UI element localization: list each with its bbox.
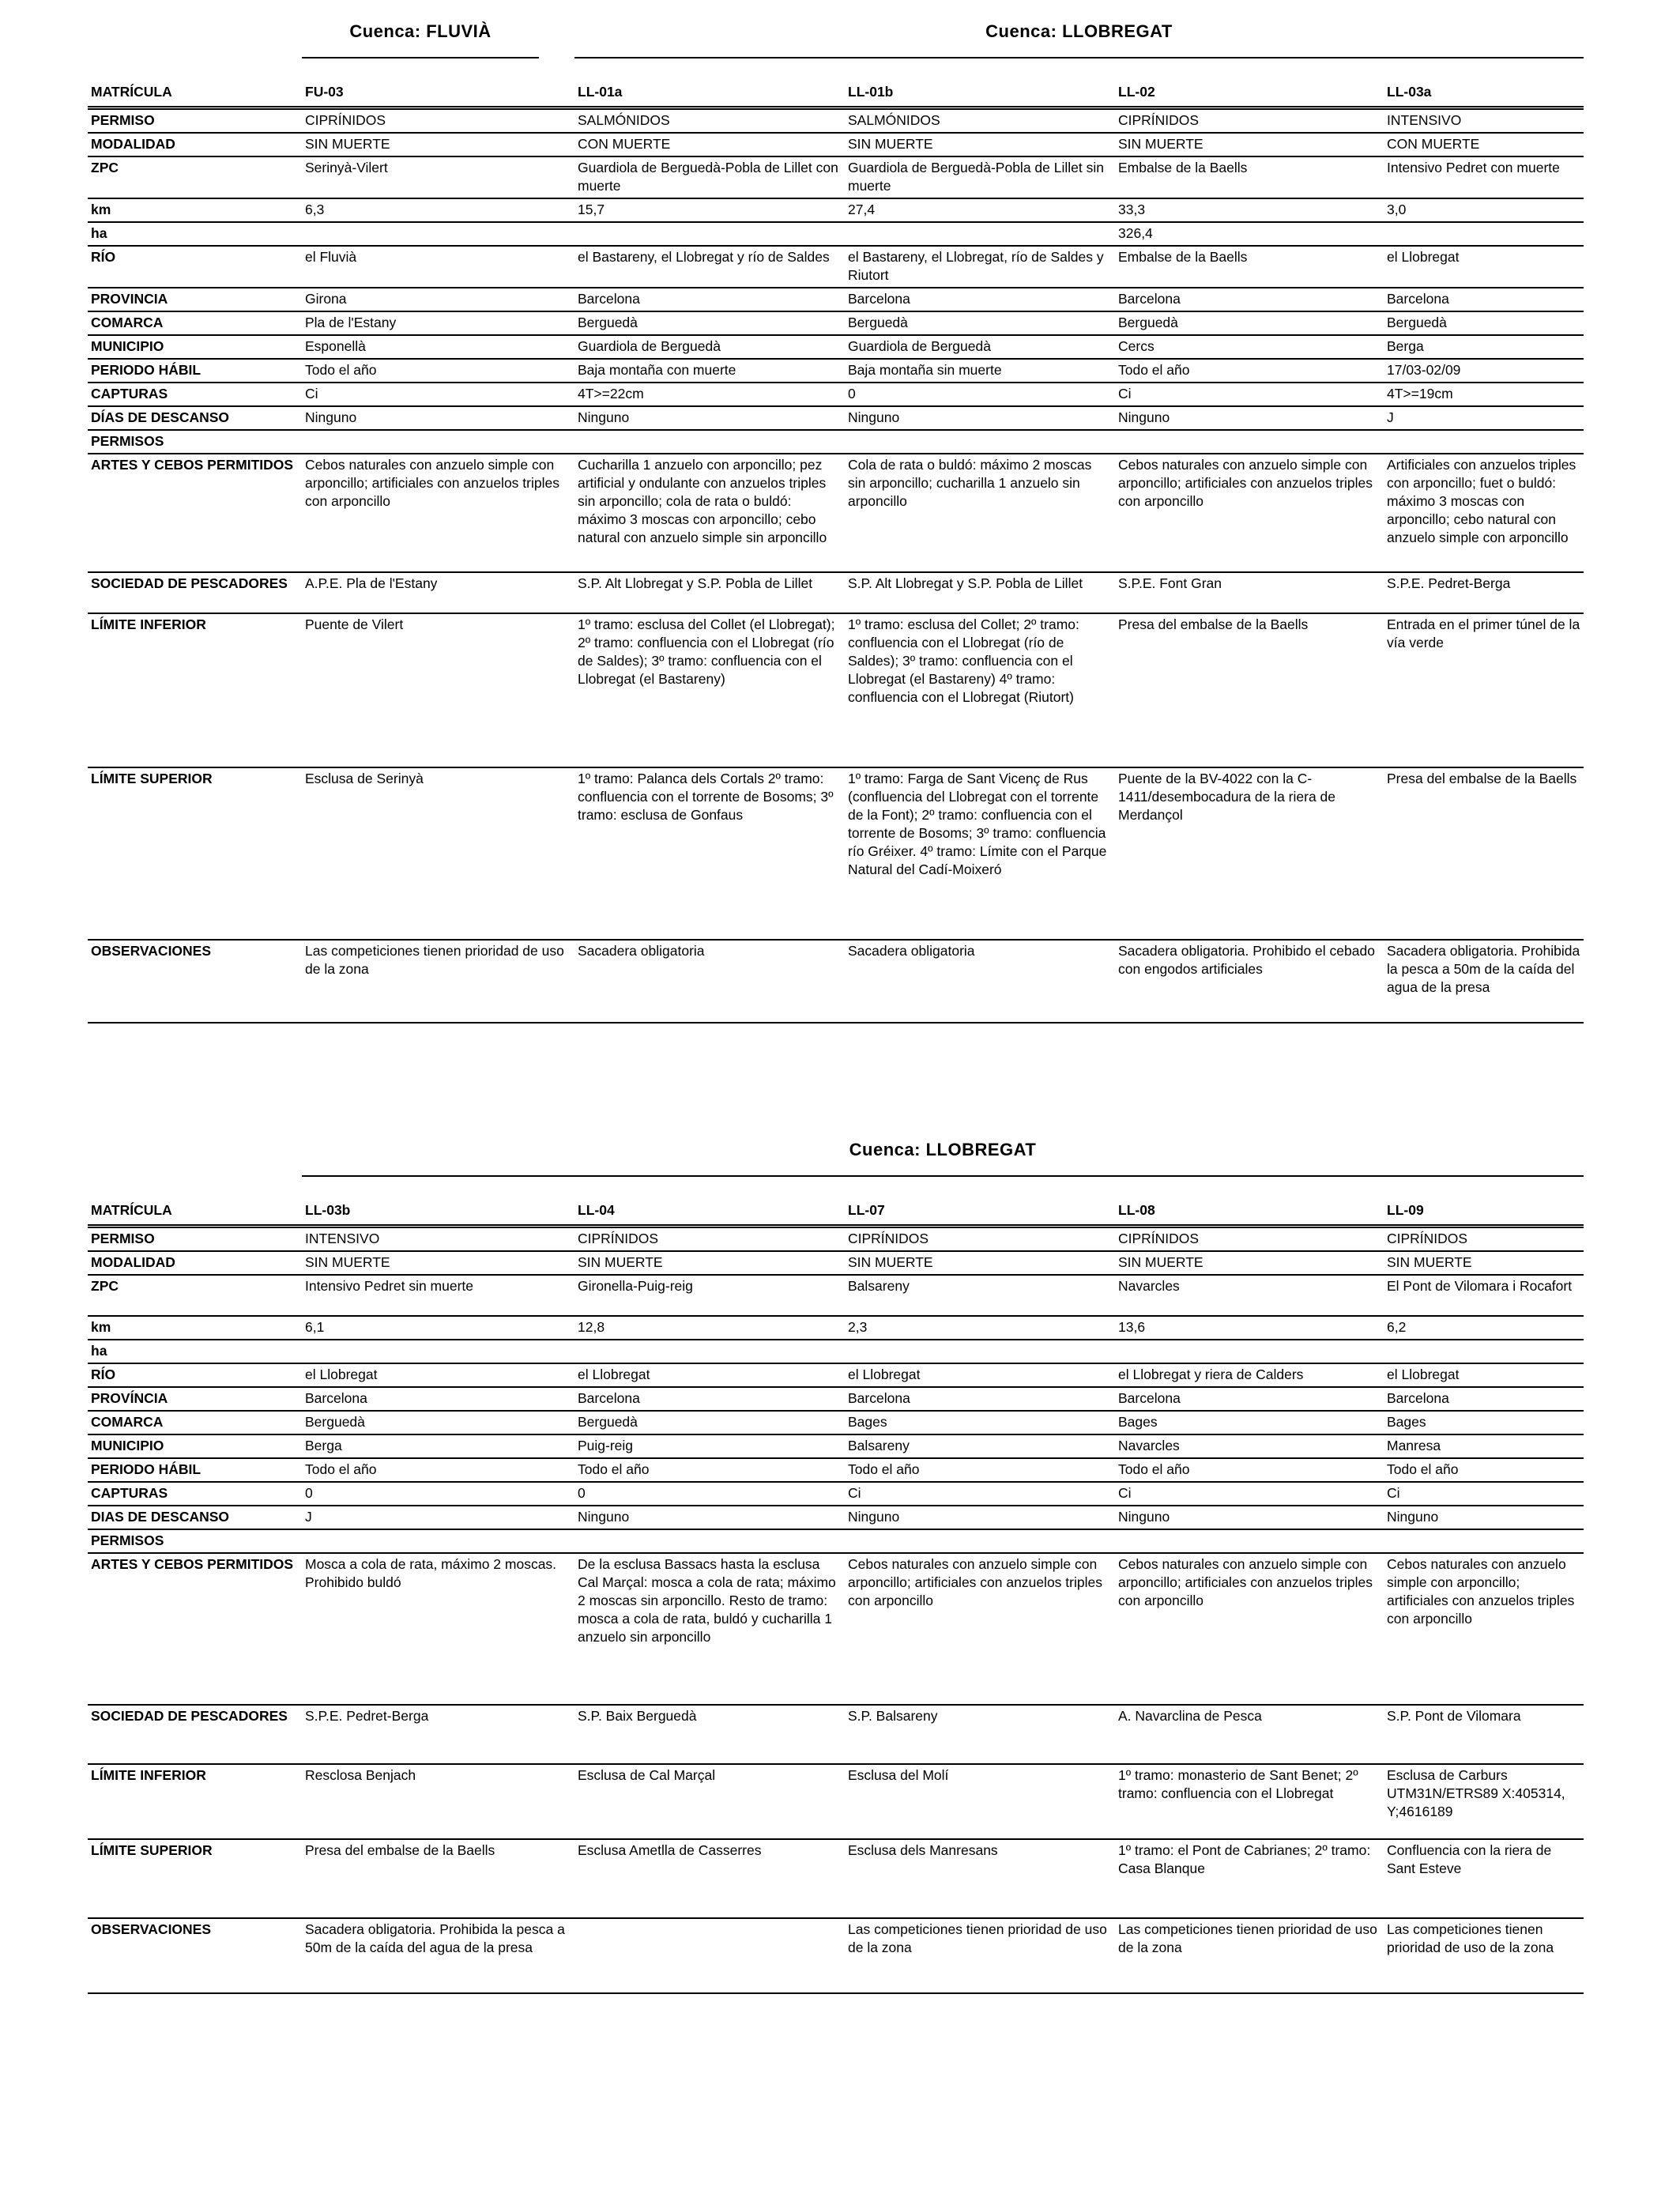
- table-cell: 1º tramo: monasterio de Sant Benet; 2º tramo: confluencia con el Llobregat: [1115, 1764, 1384, 1839]
- table-cell: el Llobregat: [1384, 1363, 1584, 1387]
- row-label: LÍMITE INFERIOR: [88, 1764, 302, 1839]
- table-cell: Puente de la BV-4022 con la C-1411/desembocadura de la riera de Merdançol: [1115, 767, 1384, 940]
- table-cell: Cercs: [1115, 335, 1384, 359]
- table-cell: Berguedà: [574, 311, 845, 335]
- column-code: LL-07: [845, 1185, 1115, 1227]
- table-row: [88, 222, 1584, 246]
- table-cell: [1384, 1340, 1584, 1363]
- table-cell: 13,6: [1115, 1316, 1384, 1340]
- table-row: [88, 1764, 1584, 1839]
- table-row: [88, 335, 1584, 359]
- row-label: PERMISO: [88, 108, 302, 134]
- table-cell: Todo el año: [302, 1458, 574, 1482]
- table-cell: Resclosa Benjach: [302, 1764, 574, 1839]
- table-cell: 1º tramo: Farga de Sant Vicenç de Rus (confluencia del Llobregat con el torrente de la Font); 2º tramo: confluencia con el torrente de Bosoms; 3º tramo: confluencia río Gréixer. 4º tramo: Límite con el Parque Natural del Cadí-Moixeró: [845, 767, 1115, 940]
- table-cell: S.P. Pont de Vilomara: [1384, 1705, 1584, 1764]
- table-cell: [1115, 430, 1384, 454]
- table-cell: 1º tramo: esclusa del Collet; 2º tramo: confluencia con el Llobregat (río de Saldes); 3º tramo: confluencia con el Llobregat (el Bastareny) 4º tramo: confluencia con el Llobregat (Riutort): [845, 613, 1115, 767]
- row-label: DIAS DE DESCANSO: [88, 1506, 302, 1529]
- table-cell: Ninguno: [574, 406, 845, 430]
- row-label: ZPC: [88, 1275, 302, 1316]
- table-cell: CIPRÍNIDOS: [1384, 1227, 1584, 1252]
- row-label: CAPTURAS: [88, 383, 302, 406]
- table-cell: INTENSIVO: [1384, 108, 1584, 134]
- row-label: CAPTURAS: [88, 1482, 302, 1506]
- row-label: km: [88, 198, 302, 222]
- table-cell: Ninguno: [1115, 1506, 1384, 1529]
- table-cell: SIN MUERTE: [845, 133, 1115, 156]
- row-label: PERIODO HÁBIL: [88, 1458, 302, 1482]
- table-cell: S.P. Baix Berguedà: [574, 1705, 845, 1764]
- table-cell: Todo el año: [1384, 1458, 1584, 1482]
- table-cell: Barcelona: [302, 1387, 574, 1411]
- row-label: DÍAS DE DESCANSO: [88, 406, 302, 430]
- table-cell: SALMÓNIDOS: [574, 108, 845, 134]
- row-label: MUNICIPIO: [88, 1434, 302, 1458]
- table-cell: Berguedà: [302, 1411, 574, 1434]
- table-cell: Esclusa de Carburs UTM31N/ETRS89 X:405314, Y;4616189: [1384, 1764, 1584, 1839]
- table-cell: S.P. Alt Llobregat y S.P. Pobla de Lillet: [574, 572, 845, 613]
- table-cell: Berga: [1384, 335, 1584, 359]
- table-cell: [302, 1529, 574, 1553]
- table-cell: Barcelona: [574, 1387, 845, 1411]
- column-code: LL-08: [1115, 1185, 1384, 1227]
- table-row: [88, 246, 1584, 288]
- table-cell: El Pont de Vilomara i Rocafort: [1384, 1275, 1584, 1316]
- table-cell: [845, 1340, 1115, 1363]
- table-cell: [845, 222, 1115, 246]
- table-row: [88, 406, 1584, 430]
- table-cell: S.P.E. Pedret-Berga: [1384, 572, 1584, 613]
- basin-header-row: [88, 16, 1584, 58]
- table-cell: CON MUERTE: [1384, 133, 1584, 156]
- header-row: [88, 66, 1584, 108]
- table-cell: A. Navarclina de Pesca: [1115, 1705, 1384, 1764]
- table-cell: Barcelona: [1115, 288, 1384, 311]
- table-cell: el Bastareny, el Llobregat y río de Saldes: [574, 246, 845, 288]
- table-cell: CON MUERTE: [574, 133, 845, 156]
- table-cell: SIN MUERTE: [302, 1251, 574, 1275]
- column-code: LL-04: [574, 1185, 845, 1227]
- table-cell: 1º tramo: esclusa del Collet (el Llobregat); 2º tramo: confluencia con el Llobregat (río de Saldes); 3º tramo: confluencia con el Llobregat (el Bastareny): [574, 613, 845, 767]
- row-label: PERMISOS: [88, 430, 302, 454]
- table-row: [88, 613, 1584, 767]
- table-cell: [1384, 222, 1584, 246]
- table-cell: [1384, 430, 1584, 454]
- table-row: [88, 1839, 1584, 1918]
- table-cell: [302, 430, 574, 454]
- table-cell: CIPRÍNIDOS: [302, 108, 574, 134]
- table-cell: Las competiciones tienen prioridad de uso de la zona: [1115, 1918, 1384, 1993]
- table-cell: 4T>=19cm: [1384, 383, 1584, 406]
- table-cell: Esclusa de Serinyà: [302, 767, 574, 940]
- zone-grid: [88, 1185, 1584, 1994]
- row-label: LÍMITE INFERIOR: [88, 613, 302, 767]
- table-cell: Todo el año: [574, 1458, 845, 1482]
- table-cell: Bages: [845, 1411, 1115, 1434]
- table-row: [88, 1553, 1584, 1705]
- table-row: [88, 1227, 1584, 1252]
- table-cell: J: [1384, 406, 1584, 430]
- table-cell: Barcelona: [845, 288, 1115, 311]
- table-cell: Guardiola de Berguedà: [845, 335, 1115, 359]
- column-code: LL-01b: [845, 66, 1115, 108]
- table-cell: Todo el año: [1115, 1458, 1384, 1482]
- table-row: [88, 108, 1584, 134]
- table-cell: S.P. Alt Llobregat y S.P. Pobla de Lillet: [845, 572, 1115, 613]
- table-cell: Bages: [1115, 1411, 1384, 1434]
- table-row: [88, 1411, 1584, 1434]
- row-label: RÍO: [88, 1363, 302, 1387]
- table-row: [88, 1458, 1584, 1482]
- column-code: LL-01a: [574, 66, 845, 108]
- table-cell: Cebos naturales con anzuelo simple con arponcillo; artificiales con anzuelos triples con arponcillo: [302, 454, 574, 572]
- table-row: [88, 359, 1584, 383]
- table-cell: Sacadera obligatoria. Prohibida la pesca a 50m de la caída del agua de la presa: [302, 1918, 574, 1993]
- zone-table-1: [88, 16, 1584, 1023]
- table-cell: Ninguno: [574, 1506, 845, 1529]
- table-cell: 0: [302, 1482, 574, 1506]
- table-row: [88, 1529, 1584, 1553]
- table-cell: CIPRÍNIDOS: [574, 1227, 845, 1252]
- table-row: [88, 767, 1584, 940]
- table-cell: INTENSIVO: [302, 1227, 574, 1252]
- table-cell: 6,1: [302, 1316, 574, 1340]
- table-cell: Barcelona: [574, 288, 845, 311]
- table-cell: SIN MUERTE: [845, 1251, 1115, 1275]
- table-cell: [1384, 1529, 1584, 1553]
- table-cell: 12,8: [574, 1316, 845, 1340]
- table-cell: 0: [845, 383, 1115, 406]
- table-cell: Ci: [302, 383, 574, 406]
- table-cell: [845, 1529, 1115, 1553]
- table-cell: Sacadera obligatoria: [574, 940, 845, 1023]
- table-cell: Intensivo Pedret sin muerte: [302, 1275, 574, 1316]
- table-cell: Baja montaña sin muerte: [845, 359, 1115, 383]
- table-cell: Guardiola de Berguedà: [574, 335, 845, 359]
- table-cell: [574, 222, 845, 246]
- row-label: km: [88, 1316, 302, 1340]
- row-label: COMARCA: [88, 1411, 302, 1434]
- column-code: LL-03a: [1384, 66, 1584, 108]
- table-cell: Balsareny: [845, 1434, 1115, 1458]
- table-cell: Ci: [845, 1482, 1115, 1506]
- row-label: PERIODO HÁBIL: [88, 359, 302, 383]
- table-cell: Barcelona: [845, 1387, 1115, 1411]
- table-cell: S.P.E. Pedret-Berga: [302, 1705, 574, 1764]
- table-cell: Cebos naturales con anzuelo simple con arponcillo; artificiales con anzuelos triples con arponcillo: [845, 1553, 1115, 1705]
- table-row: [88, 1434, 1584, 1458]
- table-cell: 17/03-02/09: [1384, 359, 1584, 383]
- table-cell: Sacadera obligatoria. Prohibido el cebado con engodos artificiales: [1115, 940, 1384, 1023]
- table-cell: Balsareny: [845, 1275, 1115, 1316]
- column-code: LL-09: [1384, 1185, 1584, 1227]
- table-cell: Navarcles: [1115, 1275, 1384, 1316]
- header-row: [88, 1185, 1584, 1227]
- table-cell: 4T>=22cm: [574, 383, 845, 406]
- table-cell: Ci: [1115, 383, 1384, 406]
- table-cell: 1º tramo: el Pont de Cabrianes; 2º tramo: Casa Blanque: [1115, 1839, 1384, 1918]
- table-cell: Cucharilla 1 anzuelo con arponcillo; pez artificial y ondulante con anzuelos triples sin arponcillo; cola de rata o buldó: máximo 3 moscas con arponcillo; cebo natural con anzuelo simple sin arponcillo: [574, 454, 845, 572]
- table-cell: [845, 430, 1115, 454]
- row-label: MUNICIPIO: [88, 335, 302, 359]
- table-row: [88, 198, 1584, 222]
- table-row: [88, 1275, 1584, 1316]
- table-row: [88, 940, 1584, 1023]
- table-cell: Berga: [302, 1434, 574, 1458]
- table-cell: el Fluvià: [302, 246, 574, 288]
- table-cell: Pla de l'Estany: [302, 311, 574, 335]
- table-cell: Sacadera obligatoria: [845, 940, 1115, 1023]
- table-cell: Presa del embalse de la Baells: [302, 1839, 574, 1918]
- header-label: MATRÍCULA: [88, 1185, 302, 1227]
- table-cell: [302, 1340, 574, 1363]
- table-cell: CIPRÍNIDOS: [1115, 108, 1384, 134]
- table-cell: Esclusa Ametlla de Casserres: [574, 1839, 845, 1918]
- table-cell: Las competiciones tienen prioridad de uso de la zona: [845, 1918, 1115, 1993]
- table-cell: S.P. Balsareny: [845, 1705, 1115, 1764]
- table-cell: Presa del embalse de la Baells: [1115, 613, 1384, 767]
- row-label: RÍO: [88, 246, 302, 288]
- table-cell: 326,4: [1115, 222, 1384, 246]
- table-cell: el Bastareny, el Llobregat, río de Saldes y Riutort: [845, 246, 1115, 288]
- table-cell: Guardiola de Berguedà-Pobla de Lillet sin muerte: [845, 156, 1115, 198]
- table-row: [88, 311, 1584, 335]
- header-label: MATRÍCULA: [88, 66, 302, 108]
- table-cell: Barcelona: [1115, 1387, 1384, 1411]
- row-label: LÍMITE SUPERIOR: [88, 767, 302, 940]
- table-cell: Cebos naturales con anzuelo simple con arponcillo; artificiales con anzuelos triples con arponcillo: [1115, 1553, 1384, 1705]
- table-cell: [574, 1529, 845, 1553]
- row-label: OBSERVACIONES: [88, 1918, 302, 1993]
- table-cell: el Llobregat: [574, 1363, 845, 1387]
- table-cell: Guardiola de Berguedà-Pobla de Lillet con muerte: [574, 156, 845, 198]
- row-label: OBSERVACIONES: [88, 940, 302, 1023]
- table-row: [88, 454, 1584, 572]
- table-cell: Girona: [302, 288, 574, 311]
- table-row: [88, 430, 1584, 454]
- table-cell: Artificiales con anzuelos triples con arponcillo; fuet o buldó: máximo 3 moscas con arponcillo; cebo natural con anzuelo simple con arponcillo: [1384, 454, 1584, 572]
- zone-table-2: [88, 1134, 1584, 1994]
- table-cell: Serinyà-Vilert: [302, 156, 574, 198]
- table-row: [88, 383, 1584, 406]
- row-label: ARTES Y CEBOS PERMITIDOS: [88, 1553, 302, 1705]
- row-label: ha: [88, 1340, 302, 1363]
- table-cell: Berguedà: [1384, 311, 1584, 335]
- table-cell: [302, 222, 574, 246]
- table-cell: SIN MUERTE: [1115, 1251, 1384, 1275]
- row-label: PERMISO: [88, 1227, 302, 1252]
- table-cell: Baja montaña con muerte: [574, 359, 845, 383]
- row-label: ha: [88, 222, 302, 246]
- table-cell: Intensivo Pedret con muerte: [1384, 156, 1584, 198]
- table-cell: Cola de rata o buldó: máximo 2 moscas sin arponcillo; cucharilla 1 anzuelo sin arponcillo: [845, 454, 1115, 572]
- table-row: [88, 1363, 1584, 1387]
- table-row: [88, 1340, 1584, 1363]
- table-cell: [574, 430, 845, 454]
- table-cell: Berguedà: [574, 1411, 845, 1434]
- row-label: SOCIEDAD DE PESCADORES: [88, 1705, 302, 1764]
- basin-heading-fluvia: Cuenca: FLUVIÀ: [302, 16, 539, 58]
- table-cell: S.P.E. Font Gran: [1115, 572, 1384, 613]
- table-cell: Esclusa del Molí: [845, 1764, 1115, 1839]
- table-cell: el Llobregat: [845, 1363, 1115, 1387]
- table-cell: [574, 1340, 845, 1363]
- table-cell: Puente de Vilert: [302, 613, 574, 767]
- table-row: [88, 1705, 1584, 1764]
- row-label: PROVINCIA: [88, 288, 302, 311]
- table-cell: 0: [574, 1482, 845, 1506]
- row-label: LÍMITE SUPERIOR: [88, 1839, 302, 1918]
- table-cell: 15,7: [574, 198, 845, 222]
- table-cell: 3,0: [1384, 198, 1584, 222]
- table-cell: Ci: [1384, 1482, 1584, 1506]
- table-cell: CIPRÍNIDOS: [1115, 1227, 1384, 1252]
- table-cell: Manresa: [1384, 1434, 1584, 1458]
- row-label: ARTES Y CEBOS PERMITIDOS: [88, 454, 302, 572]
- table-cell: Berguedà: [845, 311, 1115, 335]
- table-cell: Sacadera obligatoria. Prohibida la pesca a 50m de la caída del agua de la presa: [1384, 940, 1584, 1023]
- table-cell: el Llobregat: [302, 1363, 574, 1387]
- basin-header-row: [88, 1134, 1584, 1177]
- table-cell: Todo el año: [1115, 359, 1384, 383]
- table-cell: Esclusa de Cal Marçal: [574, 1764, 845, 1839]
- table-row: [88, 1506, 1584, 1529]
- table-cell: SIN MUERTE: [1115, 133, 1384, 156]
- table-cell: Barcelona: [1384, 1387, 1584, 1411]
- table-cell: Ninguno: [1115, 406, 1384, 430]
- table-cell: 6,2: [1384, 1316, 1584, 1340]
- table-cell: Ninguno: [302, 406, 574, 430]
- table-cell: CIPRÍNIDOS: [845, 1227, 1115, 1252]
- row-label: PROVÍNCIA: [88, 1387, 302, 1411]
- column-code: LL-02: [1115, 66, 1384, 108]
- table-cell: Las competiciones tienen prioridad de uso de la zona: [1384, 1918, 1584, 1993]
- table-cell: Barcelona: [1384, 288, 1584, 311]
- table-cell: Esponellà: [302, 335, 574, 359]
- table-cell: 2,3: [845, 1316, 1115, 1340]
- table-cell: Ninguno: [1384, 1506, 1584, 1529]
- table-row: [88, 1251, 1584, 1275]
- table-row: [88, 1918, 1584, 1993]
- table-cell: Bages: [1384, 1411, 1584, 1434]
- table-cell: A.P.E. Pla de l'Estany: [302, 572, 574, 613]
- table-row: [88, 1387, 1584, 1411]
- table-cell: Berguedà: [1115, 311, 1384, 335]
- table-cell: Cebos naturales con anzuelo simple con arponcillo; artificiales con anzuelos triples con arponcillo: [1115, 454, 1384, 572]
- table-cell: Embalse de la Baells: [1115, 156, 1384, 198]
- column-code: LL-03b: [302, 1185, 574, 1227]
- table-row: [88, 572, 1584, 613]
- basin-heading-llobregat: Cuenca: LLOBREGAT: [574, 16, 1584, 58]
- table-cell: Navarcles: [1115, 1434, 1384, 1458]
- table-cell: SALMÓNIDOS: [845, 108, 1115, 134]
- table-cell: Confluencia con la riera de Sant Esteve: [1384, 1839, 1584, 1918]
- table-cell: Puig-reig: [574, 1434, 845, 1458]
- table-cell: SIN MUERTE: [1384, 1251, 1584, 1275]
- table-cell: Esclusa dels Manresans: [845, 1839, 1115, 1918]
- table-cell: Mosca a cola de rata, máximo 2 moscas. Prohibido buldó: [302, 1553, 574, 1705]
- row-label: MODALIDAD: [88, 1251, 302, 1275]
- row-label: ZPC: [88, 156, 302, 198]
- basin-heading-llobregat: Cuenca: LLOBREGAT: [302, 1134, 1584, 1177]
- table-cell: Cebos naturales con anzuelo simple con arponcillo; artificiales con anzuelos triples con arponcillo: [1384, 1553, 1584, 1705]
- table-row: [88, 288, 1584, 311]
- table-row: [88, 1316, 1584, 1340]
- table-cell: De la esclusa Bassacs hasta la esclusa Cal Marçal: mosca a cola de rata; máximo 2 moscas sin arponcillo. Resto de tramo: mosca a cola de rata, buldó y cucharilla 1 anzuelo sin arponcillo: [574, 1553, 845, 1705]
- table-row: [88, 156, 1584, 198]
- table-cell: Ninguno: [845, 406, 1115, 430]
- table-cell: Todo el año: [302, 359, 574, 383]
- table-cell: SIN MUERTE: [574, 1251, 845, 1275]
- table-cell: [574, 1918, 845, 1993]
- table-cell: Todo el año: [845, 1458, 1115, 1482]
- column-code: FU-03: [302, 66, 574, 108]
- table-cell: Gironella-Puig-reig: [574, 1275, 845, 1316]
- table-cell: 1º tramo: Palanca dels Cortals 2º tramo: confluencia con el torrente de Bosoms; 3º tramo: esclusa de Gonfaus: [574, 767, 845, 940]
- table-cell: SIN MUERTE: [302, 133, 574, 156]
- table-cell: Presa del embalse de la Baells: [1384, 767, 1584, 940]
- table-cell: el Llobregat y riera de Calders: [1115, 1363, 1384, 1387]
- table-row: [88, 1482, 1584, 1506]
- row-label: MODALIDAD: [88, 133, 302, 156]
- table-cell: Entrada en el primer túnel de la vía verde: [1384, 613, 1584, 767]
- table-cell: Ci: [1115, 1482, 1384, 1506]
- table-cell: Ninguno: [845, 1506, 1115, 1529]
- row-label: PERMISOS: [88, 1529, 302, 1553]
- table-cell: [1115, 1340, 1384, 1363]
- table-cell: 27,4: [845, 198, 1115, 222]
- table-cell: 6,3: [302, 198, 574, 222]
- table-row: [88, 133, 1584, 156]
- table-cell: J: [302, 1506, 574, 1529]
- zone-grid: [88, 66, 1584, 1023]
- row-label: SOCIEDAD DE PESCADORES: [88, 572, 302, 613]
- table-cell: 33,3: [1115, 198, 1384, 222]
- table-cell: Embalse de la Baells: [1115, 246, 1384, 288]
- table-cell: el Llobregat: [1384, 246, 1584, 288]
- table-cell: [1115, 1529, 1384, 1553]
- table-cell: Las competiciones tienen prioridad de uso de la zona: [302, 940, 574, 1023]
- row-label: COMARCA: [88, 311, 302, 335]
